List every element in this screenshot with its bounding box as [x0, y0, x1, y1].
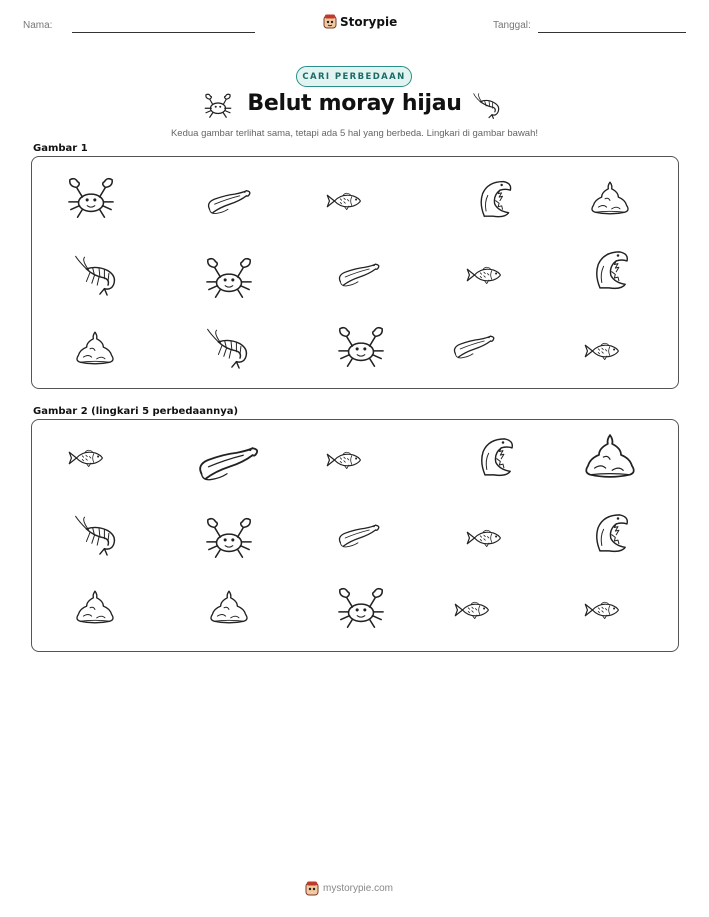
shrimp-title-icon	[473, 92, 505, 120]
crab-icon[interactable]	[332, 584, 390, 632]
page-title: Belut moray hijau	[247, 91, 462, 116]
footer-url: mystorypie.com	[323, 883, 394, 894]
crab-icon	[332, 323, 390, 371]
shrimp-icon	[72, 254, 126, 300]
crab-icon[interactable]	[200, 514, 258, 562]
moray-head-icon	[467, 174, 519, 222]
activity-badge: CARI PERBEDAAN	[296, 66, 412, 87]
eel-icon	[447, 325, 499, 365]
fish-icon	[462, 257, 510, 293]
crab-icon	[62, 174, 120, 222]
date-line	[538, 32, 686, 33]
picture-panel-2[interactable]	[31, 419, 679, 652]
eel-icon[interactable]	[332, 514, 384, 554]
moray-head-icon	[582, 245, 636, 293]
footer-brand	[305, 881, 393, 896]
fish-icon[interactable]	[450, 592, 498, 628]
brand-name: Storypie	[340, 14, 398, 29]
coral-icon	[70, 327, 120, 369]
fish-icon	[580, 333, 628, 369]
fish-icon[interactable]	[64, 440, 112, 476]
storypie-mascot-icon	[323, 14, 337, 29]
name-label: Nama:	[23, 20, 53, 31]
date-label: Tanggal:	[493, 20, 531, 31]
eel-icon[interactable]	[192, 432, 262, 490]
fish-icon[interactable]	[322, 442, 370, 478]
shrimp-icon[interactable]	[72, 514, 126, 560]
fish-icon	[322, 183, 370, 219]
fish-icon[interactable]	[580, 592, 628, 628]
moray-head-icon[interactable]	[467, 432, 521, 480]
storypie-mascot-icon	[305, 881, 319, 896]
coral-icon[interactable]	[577, 428, 643, 484]
crab-title-icon	[203, 92, 233, 120]
shrimp-icon	[204, 327, 258, 373]
moray-head-icon[interactable]	[582, 508, 636, 556]
name-line	[72, 32, 255, 33]
panel-2-label: Gambar 2 (lingkari 5 perbedaannya)	[33, 406, 239, 417]
brand-logo	[323, 14, 397, 29]
instructions: Kedua gambar terlihat sama, tetapi ada 5 hal yang berbeda. Lingkari di gambar bawah!	[170, 128, 539, 139]
coral-icon[interactable]	[70, 586, 120, 628]
eel-icon	[202, 179, 254, 221]
coral-icon	[585, 177, 635, 219]
crab-icon	[200, 254, 258, 302]
eel-icon	[332, 253, 384, 293]
picture-panel-1	[31, 156, 679, 389]
coral-icon[interactable]	[204, 586, 254, 628]
fish-icon[interactable]	[462, 520, 510, 556]
panel-1-label: Gambar 1	[33, 143, 88, 154]
